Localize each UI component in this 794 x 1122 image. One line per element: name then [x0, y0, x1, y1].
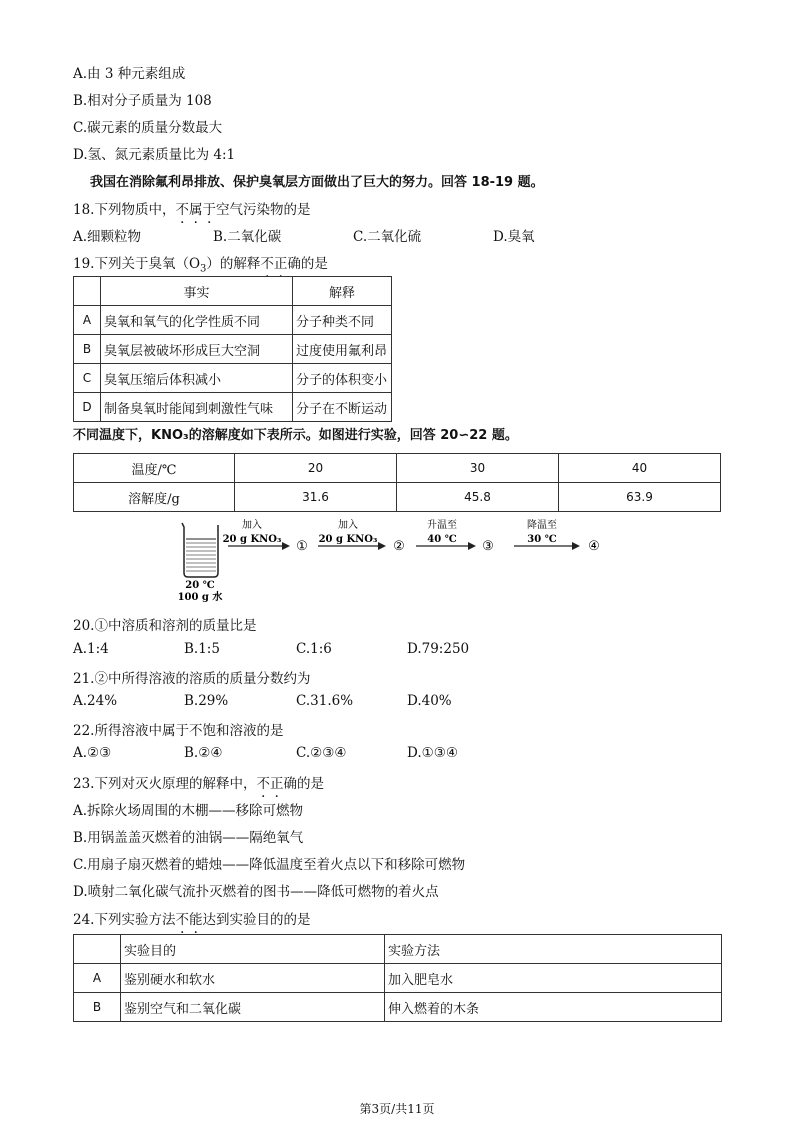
q22-option-c: C.②③④	[296, 745, 347, 761]
q22-stem: 22.所得溶液中属于不饱和溶液的是	[73, 723, 284, 739]
step2-top: 加入	[338, 520, 358, 531]
step4-top: 降温至	[527, 520, 557, 531]
intro-20-22: 不同温度下，KNO₃的溶解度如下表所示。如图进行实验，回答 20∽22 题。	[73, 428, 518, 443]
beaker-icon	[182, 523, 218, 577]
step2-result: ②	[393, 539, 405, 554]
q22-option-a: A.②③	[73, 745, 112, 761]
q23-stem: 23.下列对灭火原理的解释中，不正确的是	[73, 776, 324, 792]
arrow-head-icon	[572, 542, 580, 550]
q18-option-d: D.臭氧	[493, 229, 535, 245]
q20-option-d: D.79:250	[407, 641, 470, 657]
step1-result: ①	[296, 539, 308, 554]
table-row: C 臭氧压缩后体积减小 分子的体积变小	[74, 364, 392, 393]
q17-option-d: D.氢、氮元素质量比为 4:1	[73, 147, 236, 163]
q20-option-a: A.1:4	[73, 641, 109, 657]
q18-stem: 18.下列物质中，不属于空气污染物的是	[73, 202, 311, 218]
q23-option-d: D.喷射二氧化碳气流扑灭燃着的图书——降低可燃物的着火点	[73, 884, 439, 900]
q21-option-d: D.40%	[407, 693, 452, 709]
table-row: 温度/℃ 20 30 40	[74, 454, 721, 483]
step3-top: 升温至	[427, 520, 457, 531]
beaker-label-temp: 20 ℃	[185, 580, 215, 591]
q23-option-b: B.用锅盖盖灭燃着的油锅——隔绝氧气	[73, 830, 304, 846]
table-row: 事实 解释	[74, 277, 392, 306]
page-number: 第3页/共11页	[359, 1102, 435, 1116]
q17-option-c: C.碳元素的质量分数最大	[73, 120, 223, 136]
beaker-label-water: 100 g 水	[177, 592, 223, 603]
table-row: 溶解度/g 31.6 45.8 63.9	[74, 483, 721, 512]
q17-option-b: B.相对分子质量为 108	[73, 93, 212, 109]
q18-option-a: A.细颗粒物	[73, 229, 142, 245]
table-row: A 鉴别硬水和软水 加入肥皂水	[74, 964, 722, 993]
experiment-diagram	[170, 515, 630, 605]
q22-option-d: D.①③④	[407, 745, 458, 761]
q20-option-b: B.1:5	[184, 641, 220, 657]
q21-stem: 21.②中所得溶液的溶质的质量分数约为	[73, 671, 311, 687]
q23-option-a: A.拆除火场周围的木棚——移除可燃物	[73, 803, 304, 819]
q19-stem: 19.下列关于臭氧$(O_3)$的解释不正确的是	[73, 256, 328, 275]
q24-stem: 24.下列实验方法不能达到实验目的的是	[73, 912, 311, 928]
step2-bottom: 20 g KNO₃	[318, 534, 378, 545]
arrow-head-icon	[378, 542, 386, 550]
step1-bottom: 20 g KNO₃	[222, 534, 282, 545]
q20-option-c: C.1:6	[296, 641, 332, 657]
step4-bottom: 30 ℃	[527, 534, 557, 545]
q19-table	[73, 276, 392, 422]
table-row: B 鉴别空气和二氧化碳 伸入燃着的木条	[74, 993, 722, 1022]
step3-bottom: 40 ℃	[427, 534, 457, 545]
solubility-table	[73, 453, 721, 512]
q18-option-b: B.二氧化碳	[213, 229, 282, 245]
q18-option-c: C.二氧化硫	[353, 229, 422, 245]
table-row: D 制备臭氧时能闻到刺激性气味 分子在不断运动	[74, 393, 392, 422]
table-row: B 臭氧层被破坏形成巨大空洞 过度使用氟利昂	[74, 335, 392, 364]
q23-option-c: C.用扇子扇灭燃着的蜡烛——降低温度至着火点以下和移除可燃物	[73, 857, 466, 873]
step3-result: ③	[482, 539, 494, 554]
table-row: 实验目的 实验方法	[74, 935, 722, 964]
arrow-head-icon	[468, 542, 476, 550]
q22-option-b: B.②④	[184, 745, 223, 761]
q17-option-a: A.由 3 种元素组成	[73, 66, 186, 82]
step1-top: 加入	[242, 520, 262, 531]
table-row: A 臭氧和氧气的化学性质不同 分子种类不同	[74, 306, 392, 335]
q21-option-b: B.29%	[184, 693, 229, 709]
q20-stem: 20.①中溶质和溶剂的质量比是	[73, 618, 257, 634]
q21-option-c: C.31.6%	[296, 693, 354, 709]
step4-result: ④	[588, 539, 600, 554]
q21-option-a: A.24%	[73, 693, 118, 709]
intro-18-19: 我国在消除氟利昂排放、保护臭氧层方面做出了巨大的努力。回答 18-19 题。	[90, 175, 544, 190]
arrow-head-icon	[282, 542, 290, 550]
q24-table	[73, 934, 722, 1022]
